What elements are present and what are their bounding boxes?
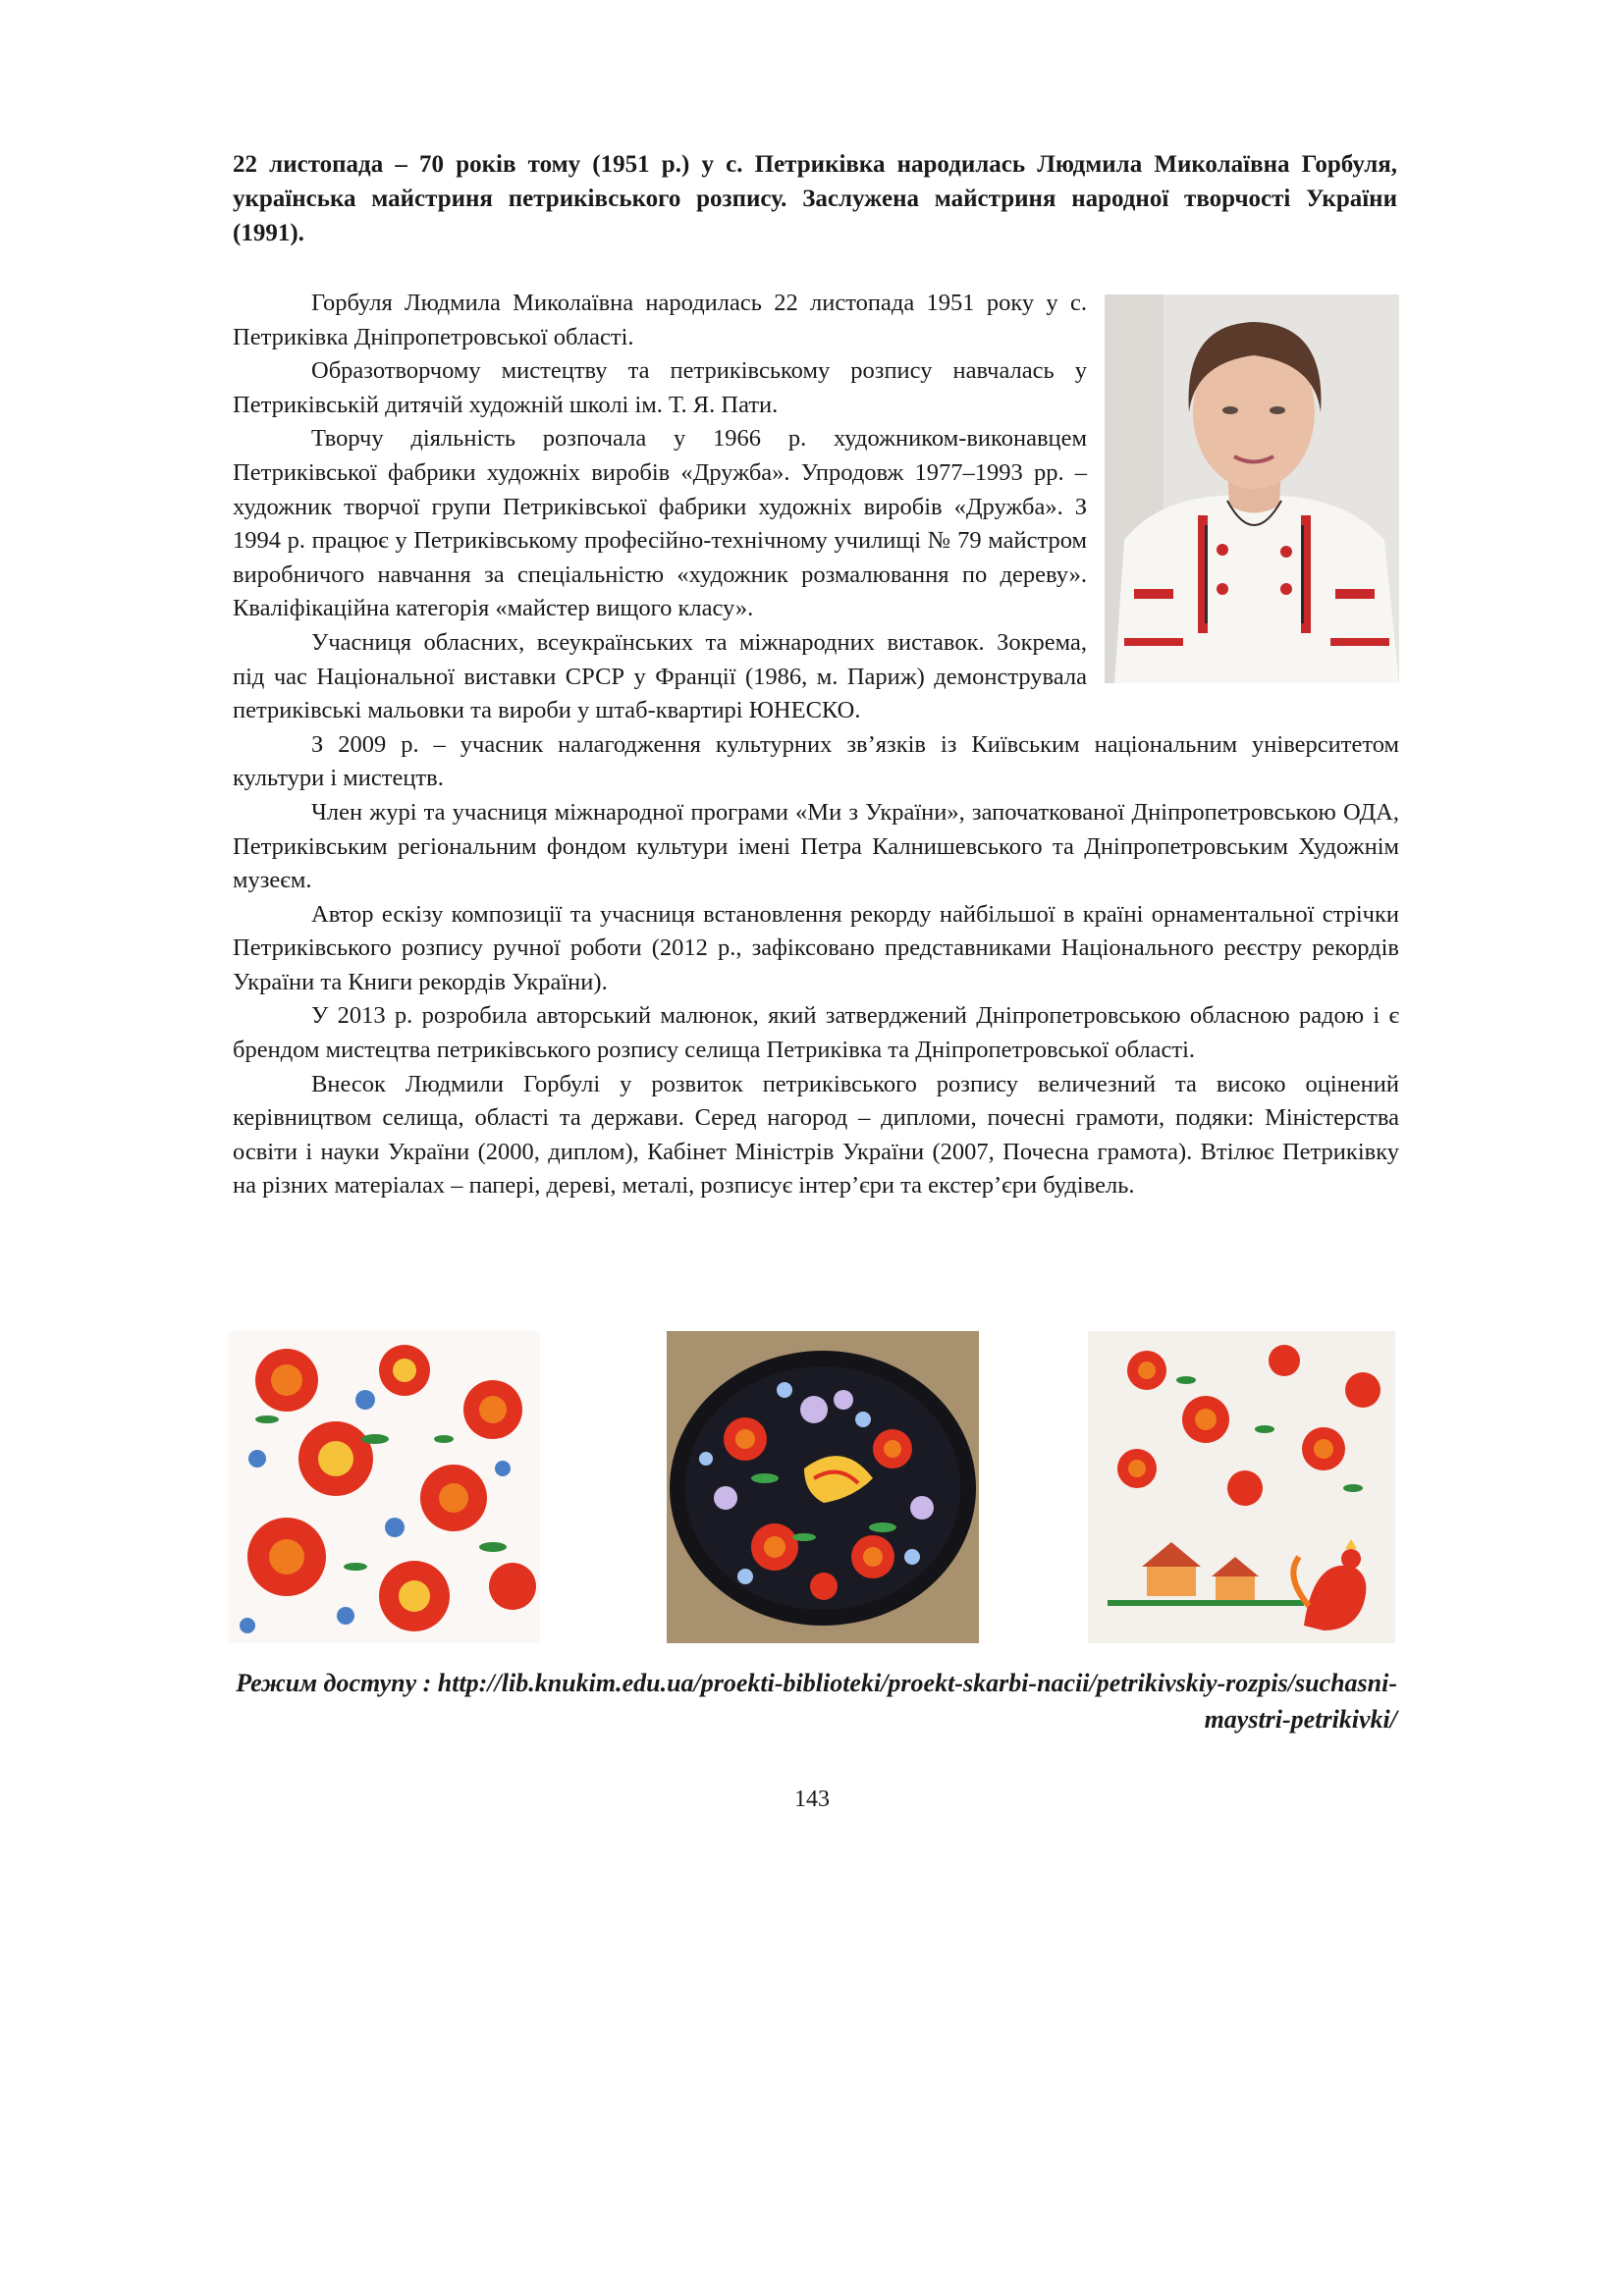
artwork-image-painted-tray xyxy=(667,1331,979,1643)
portrait-space xyxy=(1087,294,1399,683)
article-heading: 22 листопада – 70 років тому (1951 р.) у с. Петриківка народилась Людмила Миколаївна Горбуля, українська майстриня петриківського розпису. Заслужена майстриня народної творчості України (1991). xyxy=(233,151,1397,246)
paragraph: Учасниця обласних, всеукраїнських та міжнародних виставок. Зокрема, під час Національної виставки СРСР у Франції (1986, м. Париж) демонструвала петриківські мальовки та вироби у штаб-квартирі ЮНЕСКО. xyxy=(233,628,1087,724)
artwork-image-rooster-village xyxy=(1088,1331,1395,1643)
paragraph: Творчу діяльність розпочала у 1966 р. художником-виконавцем Петриківської фабрики художніх виробів «Дружба». Упродовж 1977–1993 рр. – художник творчої групи Петриківської фабрики художніх виробів «Дружба». З 1994 р. працює у Петриківському професійно-технічному училищі № 79 майстром виробничого навчання за спеціальністю «художник розмалювання по дереву». Кваліфікаційна категорія «майстер вищого класу». xyxy=(233,425,1087,622)
paragraph: Член журі та учасниця міжнародної програми «Ми з України», започаткованої Дніпропетровською ОДА, Петриківським регіональним фондом культури імені Петра Калнишевського та Дніпропетровським Художнім музеєм. xyxy=(233,798,1399,894)
article-body xyxy=(233,287,1399,1203)
artwork-image-floral-panel xyxy=(228,1331,540,1643)
paragraph: Автор ескізу композиції та учасниця встановлення рекорду найбільшої в країні орнаментальної стрічки Петриківського розпису ручної роботи (2012 р., зафіксовано представниками Національного реєстру рекордів України та Книги рекордів України). xyxy=(233,900,1399,995)
paragraph: Горбуля Людмила Миколаївна народилась 22 листопада 1951 року у с. Петриківка Дніпропетровської області. xyxy=(233,290,1087,350)
page-number: 143 xyxy=(794,1787,830,1812)
paragraph: Внесок Людмили Горбулі у розвиток петриківського розпису величезний та високо оцінений керівництвом селища, області та держави. Серед нагород – дипломи, почесні грамоти, подяки: Міністерства освіти і науки України (2000, диплом), Кабінет Міністрів України (2007, Почесна грамота). Втілює Петриківку на різних матеріалах – папері, дереві, металі, розписує інтер’єри та екстер’єри будівель. xyxy=(233,1070,1399,1200)
paragraph: Образотворчому мистецтву та петриківському розпису навчалась у Петриківській дитячій художній школі ім. Т. Я. Пати. xyxy=(233,357,1087,418)
paragraph: У 2013 р. розробила авторський малюнок, який затверджений Дніпропетровською обласною радою і є брендом мистецтва петриківського розпису селища Петриківка та Дніпропетровської області. xyxy=(233,1002,1399,1064)
paragraph: З 2009 р. – учасник налагодження культурних зв’язків із Київським національним університетом культури і мистецтв. xyxy=(233,730,1399,792)
source-link[interactable]: Режим доступу : http://lib.knukim.edu.ua/proekti-biblioteki/proekt-skarbi-nacii/petrikivskiy-rozpis/suchasni-maystri-petrikivki/ xyxy=(236,1669,1397,1734)
